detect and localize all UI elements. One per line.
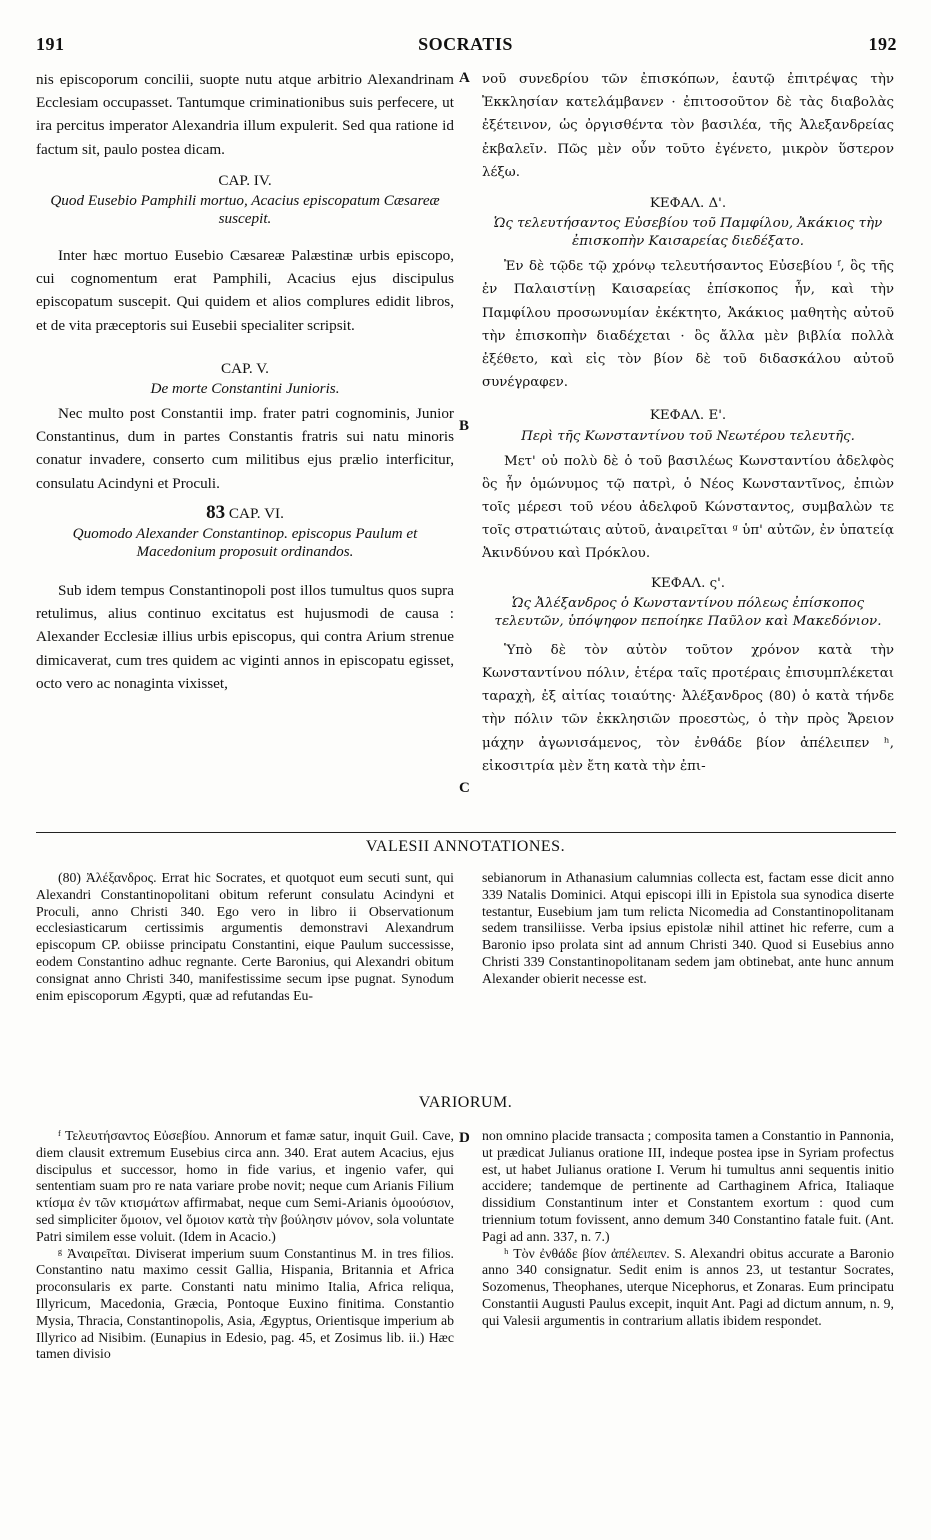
latin-paragraph-1: nis episcoporum concilii, suopte nutu atque arbitrio Alexandrinam Ecclesiam occupasset. Tantumque criminationibus suis perfecere, ut ira percitus imperator Alexandria illum expulerit. Sed qua ratione id factum sit, paulo postea dicam. (36, 71, 454, 158)
section-rule (36, 832, 896, 833)
latin-paragraph-3: Nec multo post Constantii imp. frater patri cognominis, Junior Constantinus, dum in partes Constantis fratris sui natu minoris conatur invadere, conserto cum militibus ejus prælio interficitur, consulatu Acindyni et Proculi. (36, 405, 454, 492)
valesii-title: VALESII ANNOTATIONES. (365, 838, 566, 855)
margin-letter-c: C (459, 780, 470, 796)
valesii-note-80: (80) Ἀλέξανδρος. Errat hic Socrates, et quotquot eum secuti sunt, qui Alexandri Constantinopolitani obitum referunt consulatu Acindyni et Proculi, anno Christi 340. Ego vero in libro ii Observationum ecclesiasticarum certissimis argumentis demonstravi Alexandrum episcopum CP. obiisse principatu Constantini, eique Paulum successisse, eodem Constantino adhuc regnante. Certe Baronius, qui Alexandri obitum consignat anno Christi 340, manifestissime secum ipse pugnat. Synodum enim episcoporum Ægypti, quæ ad refutandas Eu- (36, 870, 454, 1003)
chapter-4-title: Quod Eusebio Pamphili mortuo, Acacius episcopatum Cæsareæ suscepit. (50, 192, 440, 228)
chapter-5-heading: CAP. V. (221, 359, 269, 377)
variorum-left-column (36, 1128, 454, 1363)
variorum-note-g: ᵍ Ἀναιρεῖται. Diviserat imperium suum Constantinus M. in tres filios. Constantino natu maximo cessit Gallia, Hispania, Britannia et Africa proconsularis ex parte. Constanti natu minimo Italia, Africa reliqua, Illyricum, Macedonia, Græcia, Pontoque Euxino finitima. Constantio Mysia, Thracia, Constantinopolis, Asia, Ægyptus, Orientisque imperium ab Illyrico ad Nisibim. (Eunapius in Edesio, pag. 45, et Zosimus lib. ii.) Hæc tamen divisio (36, 1245, 454, 1362)
margin-letter-b: B (459, 418, 470, 434)
page-number-right: 192 (868, 34, 897, 54)
greek-chapter-6-heading: ΚΕΦΑΛ. ς'. (650, 575, 726, 591)
greek-paragraph-2: Ἐν δὲ τῷδε τῷ χρόνῳ τελευτήσαντος Εὐσεβίου ᶠ, ὃς τῆς ἐν Παλαιστίνῃ Καισαρείας ἐπίσκοπος ἦν, καὶ τὴν Παμφίλου προσωνυμίαν ἐκέκτητο, Ἀκάκιος μαθητὴς αὐτοῦ τὴν ἐπισκοπὴν διαδέχεται · ὃς ἄλλα μὲν βιβλία πολλὰ ἐξέθετο, καὶ εἰς τὸν βίον δὲ τοῦ διδασκάλου αὐτοῦ συνέγραφεν. (482, 259, 894, 391)
latin-paragraph-2: Inter hæc mortuo Eusebio Cæsareæ Palæstinæ urbis episcopo, cui cognomentum erat Pamphili, Acacius ejus discipulus episcopatum suscepit. Qui quidem et alios complures edidit libros, et de vita præceptoris sui Eusebii specialiter scripsit. (36, 247, 454, 334)
variorum-right-column (482, 1128, 894, 1330)
greek-chapter-5-title: Περὶ τῆς Κωνσταντίνου τοῦ Νεωτέρου τελευτῆς. (521, 428, 855, 444)
valesii-note-continuation: sebianorum in Athanasium calumnias collecta est, factam esse dicit anno 339 Natalis Dominici. Atqui episcopi illi in Epistola sua synodica diserte testantur, Eusebium jam tum relicta Nicomedia ad Constantinopolitanam sedem transiliisse. Verba ipsius epistolæ nihil attinet hic referre, cum a Baronio ipso prolata sint ad annum Christi 340. Quod si Eusebius anno Christi 339 Constantinopolitanam sedem jam obtinebat, ante hunc annum Alexander obierit necesse est. (482, 870, 894, 986)
chapter-6-title: Quomodo Alexander Constantinop. episcopus Paulum et Macedonium proposuit ordinandos. (72, 525, 418, 561)
greek-chapter-5-heading: ΚΕΦΑΛ. Ε'. (649, 408, 727, 424)
greek-chapter-6-title: Ὡς Ἀλέξανδρος ὁ Κωνσταντίνου πόλεως ἐπίσκοπος τελευτῶν, ὑπόψηφον πεποίηκε Παῦλον καὶ Μακεδόνιον. (494, 595, 882, 629)
chapter-4-heading: CAP. IV. (218, 171, 272, 189)
valesii-note-right (482, 870, 894, 988)
variorum-title: VARIORUM. (418, 1094, 513, 1111)
variorum-note-h: ʰ Τὸν ἐνθάδε βίον ἀπέλειπεν. S. Alexandri obitus accurate a Baronio anno 340 consignatur. Sedit enim is annos 23, ut testantur Socrates, Sozomenus, Theophanes, uterque Nicephorus, et Zonaras. Eum principatu Constantii Augusti Paulus excepit, inquit Ant. Pagi ad dictum annum, n. 9, qui Valesii argumentis in contrarium allatis ibidem respondet. (482, 1245, 894, 1328)
greek-paragraph-4: Ὑπὸ δὲ τὸν αὐτὸν τοῦτον χρόνον κατὰ τὴν Κωνσταντίνου πόλιν, ἑτέρα ταῖς προτέραις ἐπισυμπλέκεται ταραχὴ, ἐξ αἰτίας τοιαύτης· Ἀλέξανδρος (80) ὁ κατὰ τήνδε τὴν πόλιν τῶν ἐκκλησιῶν προεστὼς, ὁ τὴν πρὸς Ἄρειον μάχην ἀγωνισάμενος, τὸν ἐνθάδε βίον ἀπέλειπεν ʰ, εἰκοσιτρία μὲν ἔτη κατὰ τὴν ἐπι- (482, 642, 894, 774)
chapter-6-heading: CAP. VI. (228, 504, 284, 522)
greek-chapter-4-title: Ὡς τελευτήσαντος Εὐσεβίου τοῦ Παμφίλου, Ἀκάκιος τὴν ἐπισκοπὴν Καισαρείας διεδέξατο. (493, 216, 883, 250)
page-number-left: 191 (36, 34, 65, 54)
margin-letter-a: A (459, 70, 470, 86)
page-marker-number: 83 (206, 501, 226, 523)
latin-column (36, 68, 454, 695)
variorum-note-f: ᶠ Τελευτήσαντος Εὐσεβίου. Annorum et famæ satur, inquit Guil. Cave, diem clausit extremum Eusebius circa ann. 340. Erat autem Acacius, ejus discipulus et successor, homo in fide varius, et ingenio vafer, qui sententiam suam pro re nata variare probe novit; neque cum Arianis Filium κτίσμα ἐν τῶν κτισμάτων affirmabat, neque cum Semi-Arianis ὁμοούσιον, sed simpliciter ὅμοιον, vel ὅμοιον κατὰ τὴν βούλησιν μόνον, sola voluntate Patri similem esse voluit. (Idem in Acacio.) (36, 1128, 454, 1244)
margin-letter-d: D (459, 1130, 470, 1146)
greek-paragraph-1: νοῦ συνεδρίου τῶν ἐπισκόπων, ἑαυτῷ ἐπιτρέψας τὴν Ἐκκλησίαν κατελάμβανεν · ἐπιτοσοῦτον δὲ τὰς διαβολὰς ἐξέτεινον, ὡς ὀργισθέντα τὸν βασιλέα, τῆς Ἀλεξανδρείας ἐκβαλεῖν. Πῶς μὲν οὖν τοῦτο ἐγένετο, μικρὸν ὕστερον λέξω. (482, 72, 894, 180)
greek-column (482, 68, 894, 778)
latin-paragraph-4: Sub idem tempus Constantinopoli post illos tumultus quos supra retulimus, alius continuo excitatus est hujusmodi de causa : Alexander Ecclesiæ illius urbis episcopus, qui contra Arium strenue dimicaverat, cum tres quidem ac viginti annos in episcopatu egisset, octo vero ac nonaginta vixisset, (36, 582, 454, 692)
chapter-5-title: De morte Constantini Junioris. (150, 380, 340, 398)
variorum-note-g-continuation: non omnino placide transacta ; composita tamen a Constantio in Pannonia, ut prædicat Julianus oratione III, indeque postea ipse in Syriam profectus est, ut habet Julianus oratione I. Verum hi tumultus anni sequentis initio accidere; tandemque de pertinente ad Carthaginem Africa, Italiaque dissidium Constantinum inter et Constantem exortum : quod cum triennium totum fovissent, anno demum 340 Constantino fatale fuit. (Ant. Pagi ad ann. 337, n. 7.) (482, 1128, 894, 1244)
greek-paragraph-3: Μετ' οὐ πολὺ δὲ ὁ τοῦ βασιλέως Κωνσταντίου ἀδελφὸς ὃς ἦν ὁμώνυμος τῷ πατρὶ, ὁ Νέος Κωνσταντῖνος, ἐπιὼν τοῖς μέρεσι τοῦ νέου ἀδελφοῦ Κώνσταντος, συμβαλὼν τε τοῖς στρατιώταις αὐτοῦ, ἀναιρεῖται ᵍ ὑπ' αὐτῶν, ἐν ὑπατείᾳ Ἀκινδύνου καὶ Πρόκλου. (482, 453, 894, 562)
greek-chapter-4-heading: ΚΕΦΑΛ. Δ'. (649, 196, 727, 212)
running-title: SOCRATIS (418, 34, 513, 54)
valesii-note-left (36, 870, 454, 1004)
